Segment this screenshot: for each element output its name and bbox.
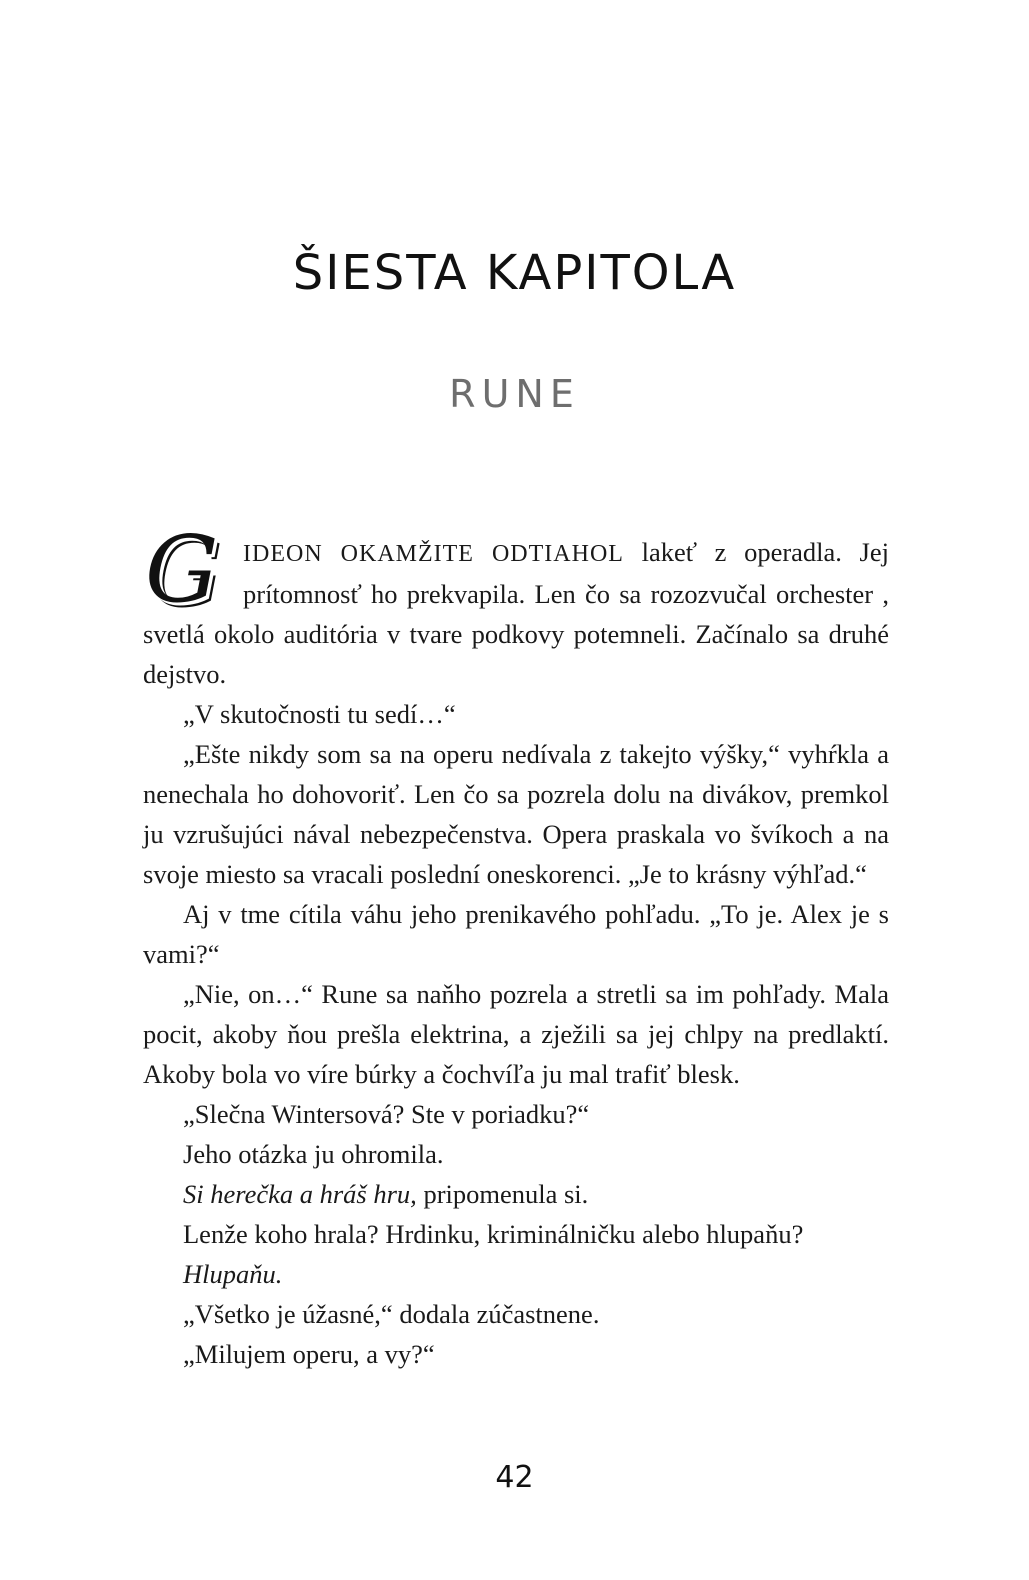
paragraph: „Nie, on…“ Rune sa naňho pozrela a stretli sa im pohľady. Mala pocit, akoby ňou prešla elektrina, a zježili sa jej chlpy na predlaktí. Akoby bola vo víre búrky a čochvíľa ju mal trafiť blesk. (143, 979, 889, 1089)
paragraph-text: lakeť z operadla. Jej prítomnosť ho prekvapila. Len čo sa rozozvučal orchester , svetlá okolo auditória v tvare podkovy potemneli. Začínalo sa druhé dejstvo. (143, 537, 889, 689)
drop-cap (143, 516, 237, 623)
paragraph: Aj v tme cítila váhu jeho prenikavého pohľadu. „To je. Alex je s vami?“ (143, 899, 889, 969)
paragraph (143, 516, 889, 694)
paragraph: „Slečna Wintersová? Ste v poriadku?“ (183, 1099, 590, 1129)
paragraph: Jeho otázka ju ohromila. (183, 1139, 444, 1169)
paragraph: „Milujem operu, a vy?“ (183, 1339, 435, 1369)
chapter-title: ŠIESTA KAPITOLA (292, 245, 737, 301)
page-number: 42 (495, 1460, 534, 1495)
paragraph (143, 1174, 889, 1214)
paragraph: „V skutočnosti tu sedí…“ (183, 699, 456, 729)
paragraph: Lenže koho hrala? Hrdinku, kriminálničku alebo hlupaňu? (183, 1219, 804, 1249)
paragraph: „Všetko je úžasné,“ dodala zúčastnene. (183, 1299, 600, 1329)
body-text (143, 516, 889, 1374)
opening-smallcaps: IDEON OKAMŽITE ODTIAHOL (243, 541, 624, 567)
italic-thought: Si herečka a hráš hru, (183, 1179, 417, 1209)
drop-cap-letter: G (145, 516, 219, 623)
paragraph-text: pripomenula si. (416, 1179, 589, 1209)
chapter-subtitle: RUNE (449, 372, 580, 416)
paragraph: Hlupaňu. (183, 1259, 283, 1289)
paragraph: „Ešte nikdy som sa na operu nedívala z takejto výšky,“ vyhŕkla a nenechala ho dohovoriť. Len čo sa pozrela dolu na divákov, premkol ju vzrušujúci nával nebezpečenstva. Opera praskala vo švíkoch a na svoje miesto sa vracali poslední oneskorenci. „Je to krásny výhľad.“ (143, 739, 889, 889)
